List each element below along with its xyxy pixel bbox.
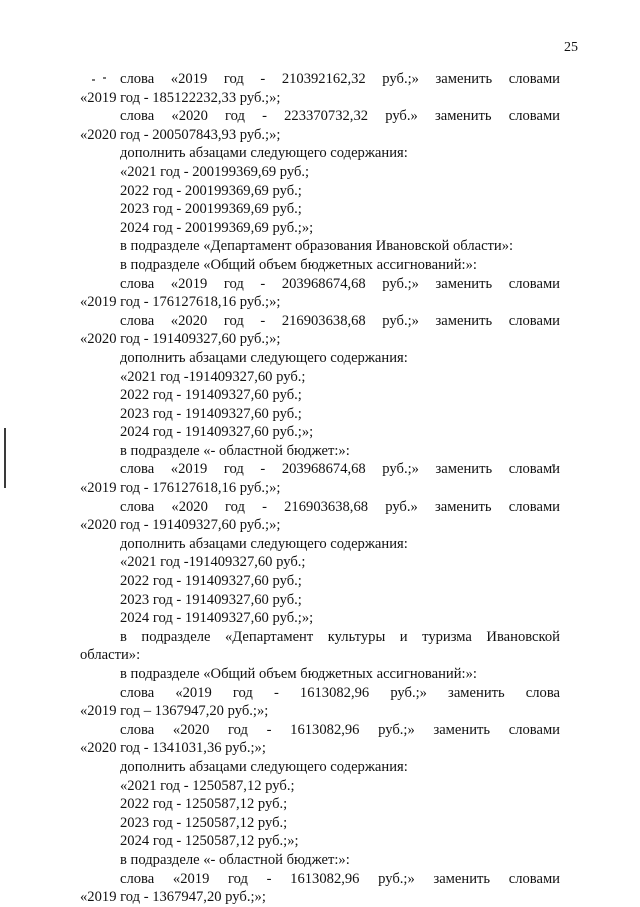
text-line: в подразделе «Департамент культуры и туризма Ивановской xyxy=(120,628,560,645)
text-line: 2024 год - 191409327,60 руб.;»; xyxy=(120,610,314,627)
text-line: 2023 год - 191409327,60 руб.; xyxy=(120,591,302,608)
text-line: области»: xyxy=(80,647,141,664)
text-line: «2019 год - 176127618,16 руб.;»; xyxy=(80,294,281,311)
text-line: 2023 год - 191409327,60 руб.; xyxy=(120,405,302,422)
text-line: в подразделе «- областной бюджет:»: xyxy=(120,442,350,459)
document-body xyxy=(80,70,560,907)
text-line: дополнить абзацами следующего содержания: xyxy=(120,758,408,775)
text-line: 2024 год - 191409327,60 руб.;»; xyxy=(120,424,314,441)
text-line: дополнить абзацами следующего содержания: xyxy=(120,145,408,162)
text-line: слова «2020 год - 1613082,96 руб.;» заменить словами xyxy=(120,721,560,738)
text-line: «2020 год - 200507843,93 руб.;»; xyxy=(80,126,281,143)
text-line: «2021 год - 200199369,69 руб.; xyxy=(120,163,310,180)
text-line: 2024 год - 200199369,69 руб.;»; xyxy=(120,219,314,236)
text-line: в подразделе «Общий объем бюджетных ассигнований:»: xyxy=(120,256,477,273)
text-line: «2019 год - 176127618,16 руб.;»; xyxy=(80,480,281,497)
text-line: 2022 год - 200199369,69 руб.; xyxy=(120,182,302,199)
text-line: «2019 год – 1367947,20 руб.;»; xyxy=(80,703,269,720)
text-line: 2022 год - 191409327,60 руб.; xyxy=(120,573,302,590)
text-line: «2021 год -191409327,60 руб.; xyxy=(120,368,306,385)
text-line: слова «2020 год - 216903638,68 руб.;» заменить словами xyxy=(120,312,560,329)
text-line: слова «2019 год - 203968674,68 руб.;» заменить словами xyxy=(120,461,560,478)
text-line: в подразделе «- областной бюджет:»: xyxy=(120,851,350,868)
text-line: «2021 год - 1250587,12 руб.; xyxy=(120,777,295,794)
text-line: «2020 год - 1341031,36 руб.;»; xyxy=(80,740,266,757)
scan-margin-mark xyxy=(4,428,6,488)
text-line: слова «2019 год - 203968674,68 руб.;» заменить словами xyxy=(120,275,560,292)
text-line: слова «2020 год - 216903638,68 руб.» заменить словами xyxy=(120,498,560,515)
text-line: «2021 год -191409327,60 руб.; xyxy=(120,554,306,571)
text-line: слова «2019 год - 1613082,96 руб.;» заменить слова xyxy=(120,684,560,701)
text-line: 2022 год - 191409327,60 руб.; xyxy=(120,387,302,404)
page-number: 25 xyxy=(564,40,578,55)
text-line: «2019 год - 185122232,33 руб.;»; xyxy=(80,89,281,106)
text-line: 2022 год - 1250587,12 руб.; xyxy=(120,796,288,813)
text-line: «2020 год - 191409327,60 руб.;»; xyxy=(80,331,281,348)
text-line: «2020 год - 191409327,60 руб.;»; xyxy=(80,517,281,534)
text-line: дополнить абзацами следующего содержания: xyxy=(120,349,408,366)
text-line: слова «2020 год - 223370732,32 руб.» заменить словами xyxy=(120,108,560,125)
text-line: 2023 год - 200199369,69 руб.; xyxy=(120,201,302,218)
text-line: дополнить абзацами следующего содержания: xyxy=(120,535,408,552)
text-line: в подразделе «Департамент образования Ивановской области»: xyxy=(120,238,514,255)
text-line: «2019 год - 1367947,20 руб.;»; xyxy=(80,889,266,906)
text-line: слова «2019 год - 210392162,32 руб.;» заменить словами xyxy=(120,71,560,87)
text-line: 2023 год - 1250587,12 руб.; xyxy=(120,814,288,831)
text-line: 2024 год - 1250587,12 руб.;»; xyxy=(120,833,299,850)
text-line: слова «2019 год - 1613082,96 руб.;» заменить словами xyxy=(120,870,560,887)
text-line: в подразделе «Общий объем бюджетных ассигнований:»: xyxy=(120,666,477,682)
